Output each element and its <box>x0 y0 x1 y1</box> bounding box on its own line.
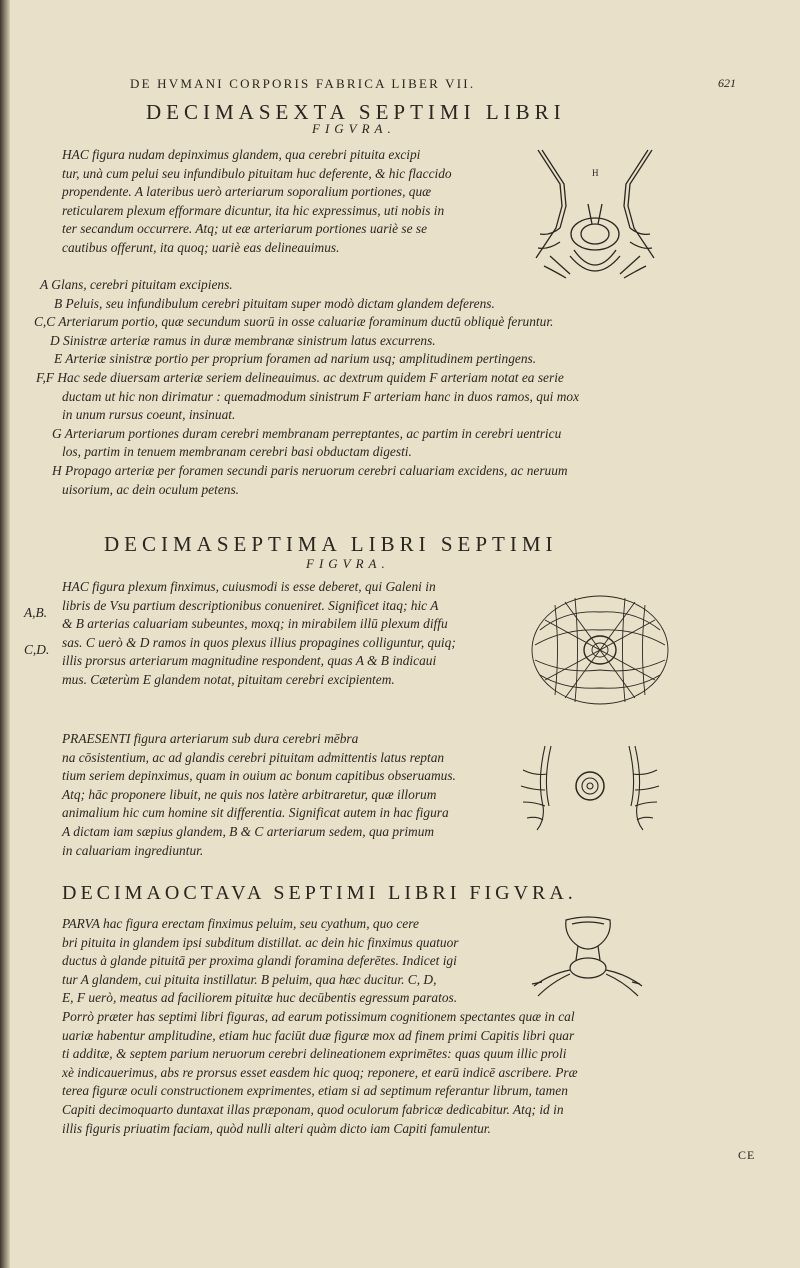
text-line: Capiti decimoquarto duntaxat illas præponam, quod oculorum fabricæ dedicabitur. Atq; id in <box>62 1101 564 1117</box>
text-line: terea figuræ oculi constructionem exprimentes, etiam si ad septimum referantur librum, tamen <box>62 1083 568 1099</box>
text-line: xè indicauerimus, abs re prorsus esset easdem hic quoq; reponere, et earū indicē ascribere. Præ <box>62 1064 578 1080</box>
text-line: illis prorsus arteriarum magnitudine respondent, quas A & B indicaui <box>62 653 437 669</box>
text-line: in caluariam ingrediuntur. <box>62 842 204 858</box>
text-line: cautibus offerunt, ita quoq; uariè eas delineauimus. <box>62 239 340 255</box>
legend-label: C,C <box>34 314 56 330</box>
praesenti-body <box>62 730 512 860</box>
text-line: tur A glandem, cui pituita instillatur. B peluim, qua hæc ducitur. C, D, <box>62 971 437 987</box>
legend-item <box>40 425 760 444</box>
text-line: tium seriem depinximus, quam in ouium ac bonum capitibus obseruamus. <box>62 768 456 784</box>
margin-label: A,B. <box>24 605 48 620</box>
legend-item <box>36 369 760 388</box>
legend-item <box>40 276 760 295</box>
text-line: HAC figura nudam depinximus glandem, qua cerebri pituita excipi <box>62 147 421 162</box>
legend-label: A <box>40 277 48 292</box>
text-line: E, F uerò, meatus ad faciliorem pituitæ huc decūbentis egressum paratos. <box>62 990 458 1006</box>
catchword: CE <box>738 1148 756 1162</box>
legend-label: H <box>52 462 62 478</box>
text-line: ti additæ, & septem parium neruorum cerebri delineationem exprimētes: quas quum illic proli <box>62 1046 567 1062</box>
legend-label: F,F <box>36 369 54 385</box>
text-line: animalium hic cum homine sit differentia. Significat autem in hac figura <box>62 805 449 821</box>
legend-item <box>40 350 760 369</box>
section18-title: DECIMAOCTAVA SEPTIMI LIBRI FIGVRA. <box>62 882 577 904</box>
ovine-arteries-illustration <box>515 740 665 835</box>
section16-intro <box>62 146 522 258</box>
text-line: sas. C uerò & D ramos in quos plexus illius propagines colliguntur, quiq; <box>62 634 456 650</box>
legend-item <box>34 313 760 332</box>
text-line: & B arterias caluariam subeuntes, moxq; in mirabilem illū plexum diffu <box>62 616 448 632</box>
section16-subtitle: FIGVRA. <box>312 121 396 136</box>
text-line: PARVA hac figura erectam finximus peluim, seu cyathum, quo cere <box>62 916 419 931</box>
legend-continuation: los, partim in tenuem membranam cerebri basi obductam digesti. <box>62 444 412 460</box>
figure16-illustration <box>530 146 660 286</box>
text-line: bri pituita in glandem ipsi subditum distillat. ac dein hic finximus quatuor <box>62 934 459 950</box>
text-line: uariæ habentur amplitudine, etiam huc faciūt duæ figuræ mox ad finem primi Capitis libri quar <box>62 1027 575 1043</box>
running-head <box>130 76 736 92</box>
closing-paragraph <box>62 1008 782 1138</box>
text-line: Atq; hāc proponere libuit, ne quis nos latère arbitraretur, quæ illorum <box>62 786 437 802</box>
pelvis-cup-illustration <box>528 912 648 1000</box>
section17-margin-labels <box>24 604 64 660</box>
legend-item <box>40 462 760 481</box>
section18-body <box>62 915 522 1008</box>
running-head-text: DE HVMANI CORPORIS FABRICA LIBER VII. <box>130 76 476 91</box>
section17-title: DECIMASEPTIMA LIBRI SEPTIMI <box>104 532 558 556</box>
text-line: reticularem plexum efformare dicuntur, ita hic expressimus, uti nobis in <box>62 202 445 218</box>
text-line: illis figuris priuatim faciam, quòd nulli alteri quàm dicto iam Capiti famulentur. <box>62 1120 491 1136</box>
legend-continuation: in unum rursus coeunt, insinuat. <box>62 407 236 423</box>
text-line: Porrò præter has septimi libri figuras, ad earum potissimum cognitionem spectantes quæ in cal <box>62 1009 575 1024</box>
text-line: tur, unà cum pelui seu infundibulo pituitam huc deferente, & hic flaccido <box>62 165 452 181</box>
legend-continuation: ductam ut hic non dirimatur : quemadmodum sinistrum F arteriam hanc in duos ramos, qui mox <box>62 388 580 404</box>
legend-label: D <box>50 332 60 348</box>
text-line: libris de Vsu partium descriptionibus conueniret. Significet itaq; hic A <box>62 597 439 613</box>
section17-subtitle: FIGVRA. <box>306 556 390 571</box>
legend-text: Arteriæ sinistræ portio per proprium foramen ad narium usq; amplitudinem pertingens. <box>65 351 537 367</box>
legend-text: Sinistræ arteriæ ramus in duræ membranæ sinistrum latus excurrens. <box>63 332 436 348</box>
legend-label: B <box>54 295 63 311</box>
section17-body <box>62 578 522 690</box>
text-line: propendente. A lateribus uerò arteriarum soporalium portiones, quæ <box>62 184 432 200</box>
text-line: na cōsistentium, ac ad glandis cerebri pituitam admittentis latus reptan <box>62 749 445 765</box>
legend-label: G <box>52 425 62 441</box>
text-line: ductus à glande pituitā per proxima glandi foramina deferētes. Indicet igi <box>62 953 457 969</box>
figure16-label-h: H <box>592 168 599 178</box>
text-line: PRAESENTI figura arteriarum sub dura cerebri mēbra <box>62 731 359 746</box>
section16-title: DECIMASEXTA SEPTIMI LIBRI <box>146 100 566 124</box>
legend-label: E <box>54 351 63 367</box>
legend-item <box>40 295 760 314</box>
text-line: HAC figura plexum finximus, cuiusmodi is esse deberet, qui Galeni in <box>62 579 436 594</box>
legend-text: Arteriarum portio, quæ secundum suorū in osse caluariæ foraminum ductū obliquè feruntur. <box>58 314 554 330</box>
margin-label: C,D. <box>24 642 50 658</box>
legend-text: Arteriarum portiones duram cerebri membranam perreptantes, ac partim in cerebri uentricu <box>64 425 562 441</box>
legend-text: Glans, cerebri pituitam excipiens. <box>51 277 233 292</box>
legend-continuation: uisorium, ac dein oculum petens. <box>62 481 240 497</box>
folio-number: 621 <box>718 76 736 90</box>
legend-item <box>40 332 760 351</box>
section16-legend <box>34 276 760 499</box>
legend-text: Peluis, seu infundibulum cerebri pituitam super modò dictam glandem deferens. <box>65 295 495 311</box>
legend-text: Propago arteriæ per foramen secundi paris neruorum cerebri caluariam excidens, ac neruum <box>65 462 568 478</box>
legend-text: Hac sede diuersam arteriæ seriem delineauimus. ac dextrum quidem F arteriam notat ea serie <box>57 369 564 385</box>
figure17-illustration <box>525 590 675 710</box>
page-gutter <box>0 0 10 1268</box>
text-line: mus. Cæterùm E glandem notat, pituitam cerebri excipientem. <box>62 671 395 687</box>
text-line: A dictam iam sæpius glandem, B & C arteriarum sedem, qua primum <box>62 823 435 839</box>
text-line: ter secandum occurrere. Atq; ut eæ arteriarum portiones uariè se se <box>62 221 428 237</box>
